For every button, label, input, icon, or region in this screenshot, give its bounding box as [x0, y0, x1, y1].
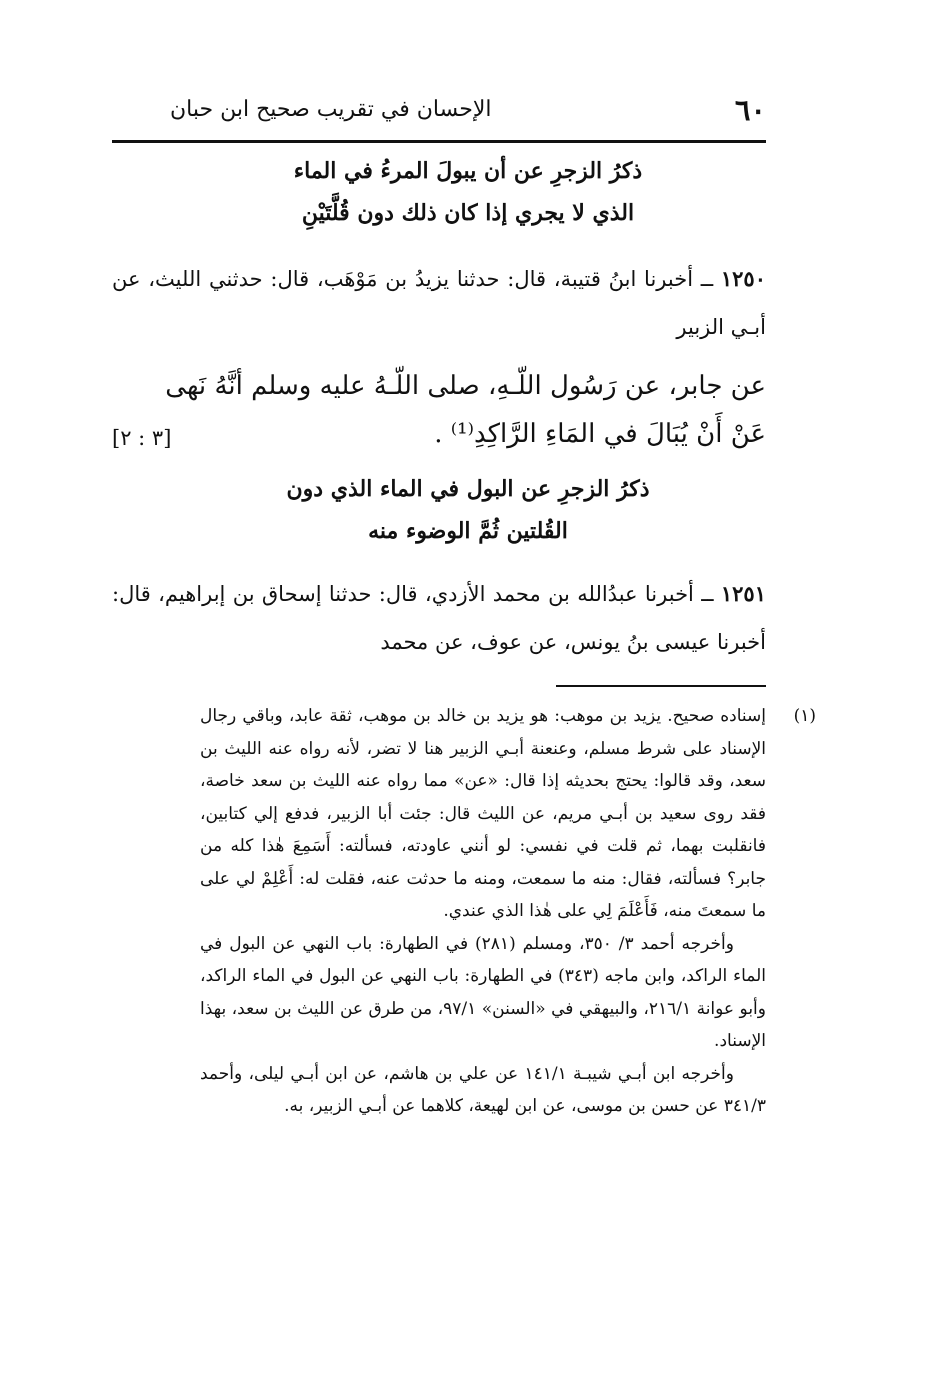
footnotes — [200, 700, 816, 1123]
hadith-1250-isnad-text: ــ أخبرنا ابنُ قتيبة، قال: حدثنا يزيدُ بن مَوْهَب، قال: حدثني الليث، عن أبـي الزبير — [112, 267, 766, 339]
footnote-separator — [556, 685, 766, 687]
page-number: ٦٠ — [734, 93, 766, 127]
page-header — [170, 93, 766, 133]
running-title: الإحسان في تقريب صحيح ابن حبان — [170, 97, 492, 122]
footnote-paragraph-1: إسناده صحيح. يزيد بن موهب: هو يزيد بن خالد بن موهب، ثقة عابد، وباقي رجال الإسناد على شرط مسلم، وعنعنة أبـي الزبير هنا لا تضر، لأنه رواه عنه الليث بن سعد، وقد قالوا: يحتج بحديثه إذا قال: «عن» مما رواه عنه الليث بن سعد خاصة، فقد روى سعيد بن أبـي مريم، عن الليث قال: جئت أبا الزبير، فدفع إلي كتابين، فانقلبت بهما، ثم قلت في نفسي: لو أنني عاودته، فسألته: أَسَمِعَ هٰذا كله من جابر؟ فسألته، فقال: منه ما سمعت، ومنه ما حدثت عنه، فقلت له: أَعْلِمْ لي على ما سمعتَ منه، فَأَعْلَمَ لِي على هٰذا الذي عندي. — [200, 706, 766, 921]
footnote-marker: (١) — [793, 706, 816, 726]
hadith-number-1250: ١٢٥٠ — [720, 266, 766, 291]
section-heading-2 — [170, 468, 766, 552]
hadith-1250-matn-line-2-row — [112, 410, 766, 460]
hadith-1250-matn-line-2: عَنْ أَنْ يُبَالَ في المَاءِ الرَّاكِدِ⁽¹⁾ . — [434, 419, 766, 449]
hadith-1251-isnad-text: ــ أخبرنا عبدُالله بن محمد الأزدي، قال: حدثنا إسحاق بن إبراهيم، قال: أخبرنا عيسى بنُ يونس، عن عوف، عن محمد — [112, 582, 766, 654]
hadith-1251-isnad — [112, 570, 766, 666]
hadith-number-1251: ١٢٥١ — [720, 581, 766, 606]
section-heading-2-line-2: القُلتين ثُمَّ الوضوء منه — [368, 518, 568, 544]
section-heading-1-line-2: الذي لا يجري إذا كان ذلك دون قُلَّتَيْنِ — [301, 200, 635, 226]
footnote-1 — [200, 700, 816, 1123]
footnote-paragraph-3: وأخرجه ابن أبـي شيبـة ١٤١/١ عن علي بن هاشم، عن ابن أبـي ليلى، وأحمد ٣٤١/٣ عن حسن بن موسى، عن ابن لهيعة، كلاهما عن أبـي الزبير، به. — [200, 1063, 766, 1116]
hadith-1250-matn-line-1: عن جابر، عن رَسُول اللّـهِ، صلى اللّـهُ عليه وسلم أنَّهُ نَهى — [165, 371, 766, 401]
header-rule — [112, 140, 766, 143]
section-heading-1-line-1: ذكرُ الزجرِ عن أن يبولَ المرءُ في الماء — [293, 158, 643, 184]
hadith-1250-isnad — [112, 255, 766, 351]
section-heading-2-line-1: ذكرُ الزجرِ عن البول في الماء الذي دون — [286, 476, 650, 502]
footnote-paragraph-2: وأخرجه أحمد ٣/ ٣٥٠، ومسلم (٢٨١) في الطهارة: باب النهي عن البول في الماء الراكد، وابن ماجه (٣٤٣) في الطهارة: باب النهي عن البول في الماء الراكد، وأبو عوانة ٢١٦/١، والبيهقي في «السنن» ٩٧/١، من طرق عن الليث بن سعد، بهذا الإسناد. — [200, 933, 766, 1051]
hadith-1250-matn — [112, 362, 766, 460]
hadith-1250-reference: [٣ : ٢] — [112, 426, 172, 450]
section-heading-1 — [170, 150, 766, 234]
